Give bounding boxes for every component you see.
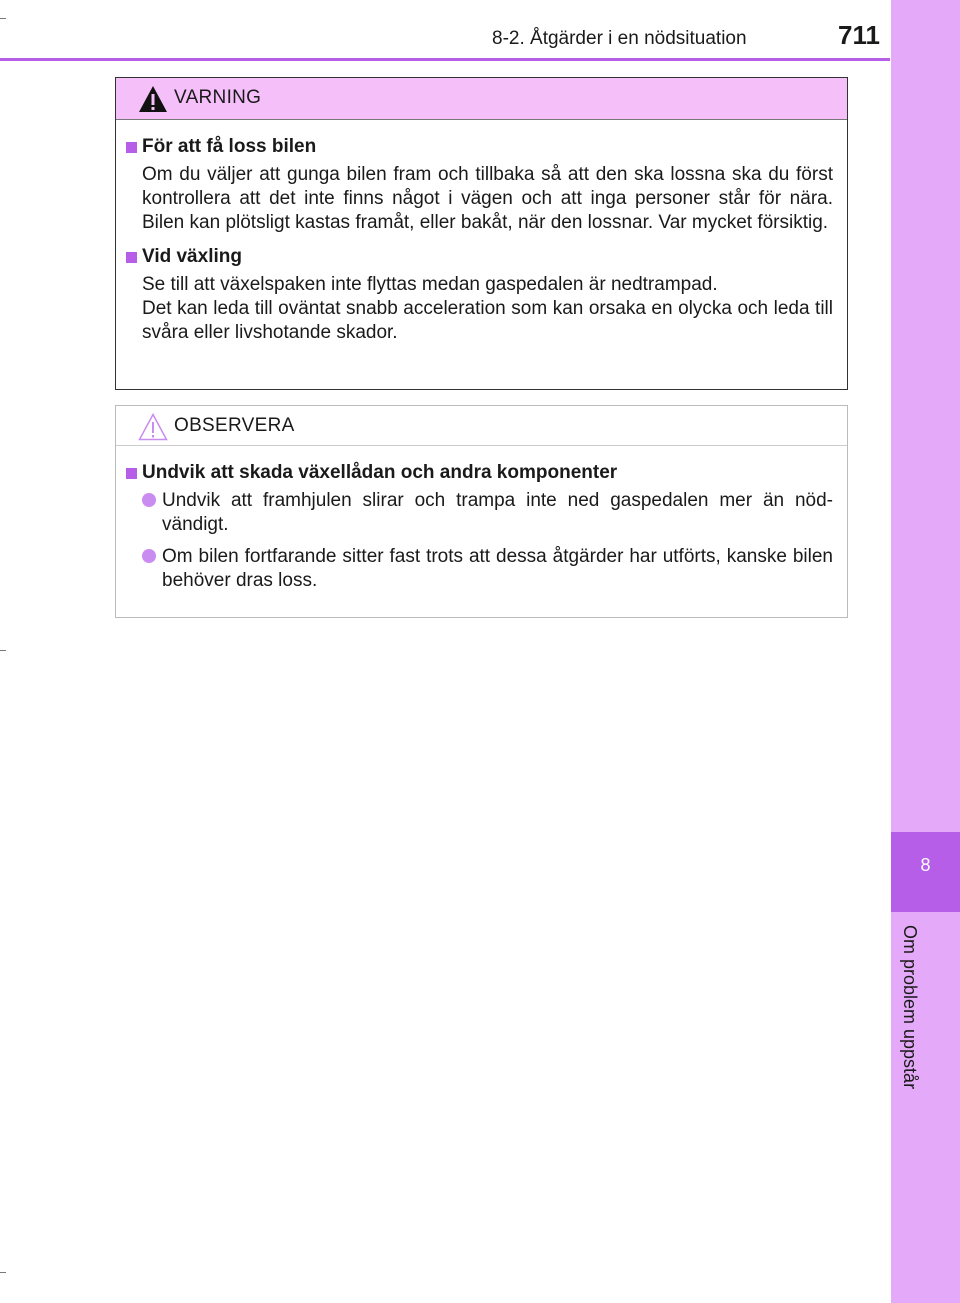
square-bullet-icon [126,142,137,153]
warning-header [116,78,847,120]
chapter-number: 8 [920,855,931,875]
list-item: Undvik att framhjulen slirar och trampa inte ned gaspedalen mer än nöd-vändigt. [142,489,833,537]
page-number: 711 [838,20,880,50]
warning-triangle-icon [138,85,168,113]
crop-mark [0,18,6,19]
square-bullet-icon [126,252,137,263]
notice-box [115,405,848,618]
square-bullet-icon [126,468,137,479]
crop-mark [0,650,6,651]
notice-section-title: Undvik att skada växellådan och andra komponenter [126,459,833,487]
section-title: 8-2. Åtgärder i en nödsituation [492,28,747,49]
caution-triangle-icon [138,413,168,441]
warning-section-title: För att få loss bilen [126,133,833,161]
warning-box [115,77,848,390]
notice-label: OBSERVERA [174,415,295,436]
notice-content [116,446,847,593]
circle-bullet-icon [142,549,156,563]
warning-section-title: Vid växling [126,243,833,271]
crop-mark [0,1272,6,1273]
warning-content [116,120,847,345]
list-item: Om bilen fortfarande sitter fast trots att dessa åtgärder har utförts, kanske bilen behöver dras loss. [142,545,833,593]
chapter-title: Om problem uppstår [900,925,920,1090]
header-rule [0,58,890,61]
warning-label: VARNING [174,87,262,108]
chapter-side-tab [891,0,960,1303]
warning-section-body: Om du väljer att gunga bilen fram och tillbaka så att den ska lossna ska du först kontrollera att det inte finns något i vägen och att inga personer står för nära. Bilen kan plötsligt kastas framåt, eller bakåt, när den lossnar. Var mycket försiktig. [142,164,833,233]
notice-header [116,406,847,446]
warning-section-body: Se till att växelspaken inte flyttas medan gaspedalen är nedtrampad. Det kan leda till oväntat snabb acceleration som kan orsaka en olycka och leda till svåra eller livshotande skador. [142,274,833,343]
circle-bullet-icon [142,493,156,507]
